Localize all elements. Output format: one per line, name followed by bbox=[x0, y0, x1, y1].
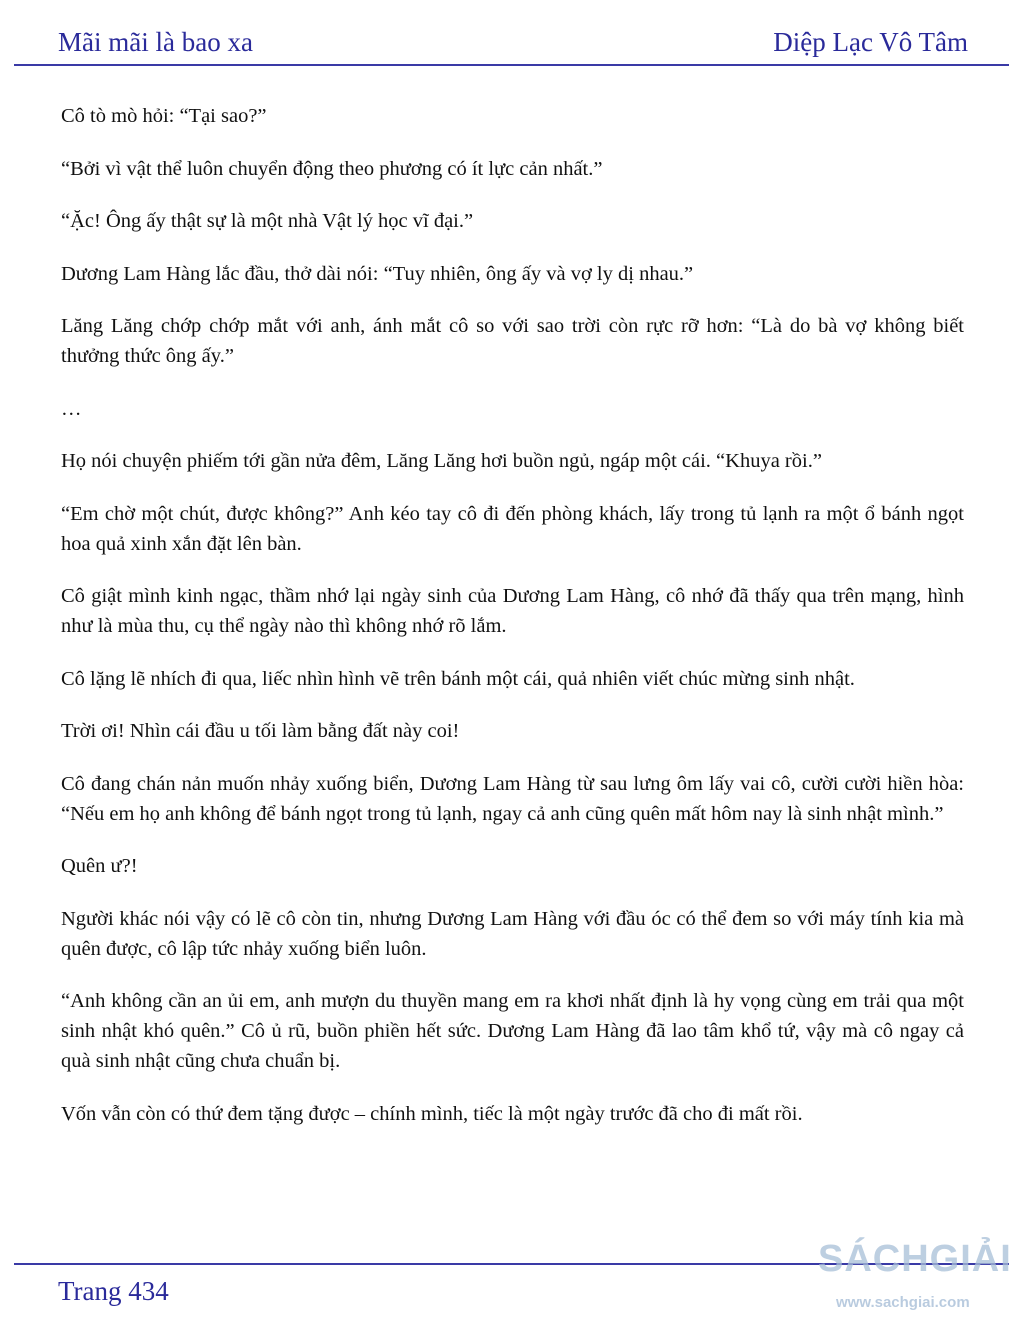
paragraph: Cô đang chán nản muốn nhảy xuống biển, Dương Lam Hàng từ sau lưng ôm lấy vai cô, cười cười hiền hòa: “Nếu em họ anh không để bánh ngọt trong tủ lạnh, ngay cả anh cũng quên mất hôm nay là sinh nhật mình.” bbox=[61, 772, 964, 825]
paragraph: “Bởi vì vật thể luôn chuyển động theo phương có ít lực cản nhất.” bbox=[61, 157, 603, 180]
page-header bbox=[58, 22, 968, 62]
paragraph: Cô tò mò hỏi: “Tại sao?” bbox=[61, 105, 267, 127]
header-divider bbox=[14, 64, 1009, 66]
paragraph: “Em chờ một chút, được không?” Anh kéo tay cô đi đến phòng khách, lấy trong tủ lạnh ra một ổ bánh ngọt hoa quả xinh xắn đặt lên bàn. bbox=[61, 502, 964, 555]
paragraph: Lăng Lăng chớp chớp mắt với anh, ánh mắt cô so với sao trời còn rực rỡ hơn: “Là do bà vợ không biết thưởng thức ông ấy.” bbox=[61, 315, 964, 367]
watermark-brand: SÁCHGIẢI bbox=[818, 1238, 1012, 1280]
paragraph: Cô giật mình kinh ngạc, thầm nhớ lại ngày sinh của Dương Lam Hàng, cô nhớ đã thấy qua trên mạng, hình như là mùa thu, cụ thể ngày nào thì không nhớ rõ lắm. bbox=[61, 585, 964, 637]
page-body bbox=[61, 101, 964, 1151]
paragraph: Họ nói chuyện phiếm tới gần nửa đêm, Lăng Lăng hơi buồn ngủ, ngáp một cái. “Khuya rồi.” bbox=[61, 450, 822, 472]
watermark-url: www.sachgiai.com bbox=[836, 1294, 970, 1311]
book-title: Mãi mãi là bao xa bbox=[58, 27, 253, 57]
paragraph: Vốn vẫn còn có thứ đem tặng được – chính mình, tiếc là một ngày trước đã cho đi mất rồi. bbox=[61, 1102, 803, 1125]
paragraph: “Anh không cần an ủi em, anh mượn du thuyền mang em ra khơi nhất định là hy vọng cùng em trải qua một sinh nhật khó quên.” Cô ủ rũ, buồn phiền hết sức. Dương Lam Hàng đã lao tâm khổ tứ, vậy mà cô ngay cả quà sinh nhật cũng chưa chuẩn bị. bbox=[61, 990, 964, 1072]
page-number: Trang 434 bbox=[58, 1276, 169, 1306]
paragraph: Dương Lam Hàng lắc đầu, thở dài nói: “Tuy nhiên, ông ấy và vợ ly dị nhau.” bbox=[61, 262, 694, 285]
paragraph: Quên ư?! bbox=[61, 855, 138, 877]
author-name: Diệp Lạc Vô Tâm bbox=[773, 27, 968, 57]
paragraph: … bbox=[61, 397, 82, 420]
paragraph: Người khác nói vậy có lẽ cô còn tin, nhưng Dương Lam Hàng với đầu óc có thể đem so với máy tính kia mà quên được, cô lập tức nhảy xuống biển luôn. bbox=[61, 907, 964, 960]
paragraph: “Ặc! Ông ấy thật sự là một nhà Vật lý học vĩ đại.” bbox=[61, 210, 474, 232]
watermark-logo bbox=[818, 1228, 1024, 1323]
paragraph: Cô lặng lẽ nhích đi qua, liếc nhìn hình vẽ trên bánh một cái, quả nhiên viết chúc mừng sinh nhật. bbox=[61, 667, 855, 690]
paragraph: Trời ơi! Nhìn cái đầu u tối làm bằng đất này coi! bbox=[61, 720, 460, 742]
